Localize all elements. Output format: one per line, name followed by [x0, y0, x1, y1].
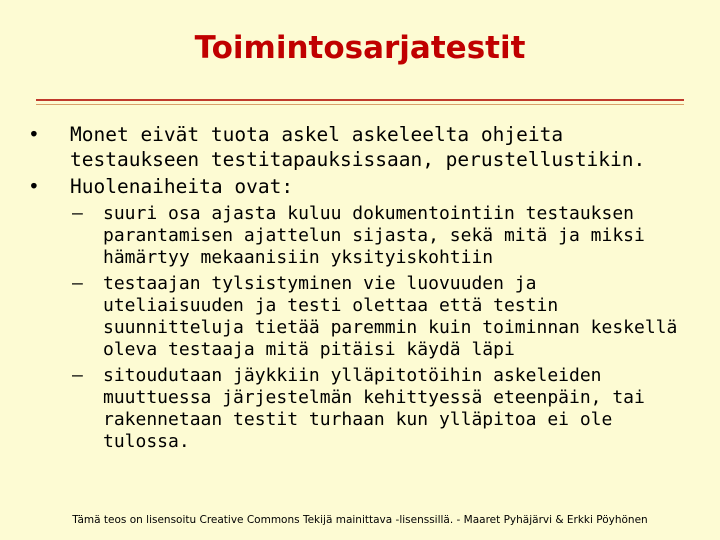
- bullet-item: [28, 122, 688, 172]
- sub-bullet-text: suuri osa ajasta kuluu dokumentointiin testauksen parantamisen ajattelun sijasta, sekä mitä ja miksi hämärtyy mekaanisiin yksityiskohtiin: [103, 203, 645, 268]
- dash-icon: –: [72, 273, 83, 294]
- sub-bullet-list: [28, 203, 688, 453]
- slide-body: [28, 122, 688, 457]
- sub-bullet-item: [28, 365, 688, 453]
- bullet-icon: •: [28, 123, 40, 146]
- sub-bullet-text: sitoudutaan jäykkiin ylläpitotöihin askeleiden muuttuessa järjestelmän kehittyessä eteenpäin, tai rakennetaan testit turhaan kun ylläpitoa ei ole tulossa.: [103, 365, 645, 452]
- sub-bullet-item: [28, 203, 688, 269]
- slide-title: Toimintosarjatestit: [194, 30, 526, 66]
- bullet-item: [28, 174, 688, 199]
- sub-bullet-text: testaajan tylsistyminen vie luovuuden ja uteliaisuuden ja testi olettaa että testin suunnitteluja tietää paremmin kuin toiminnan keskellä oleva testaaja mitä pitäisi käydä läpi: [103, 273, 678, 360]
- sub-bullet-item: [28, 273, 688, 361]
- bullet-text: Huolenaiheita ovat:: [70, 175, 294, 198]
- bullet-icon: •: [28, 175, 40, 198]
- dash-icon: –: [72, 365, 83, 386]
- license-footer: Tämä teos on lisensoitu Creative Commons Tekijä mainittava -lisenssillä. - Maaret Pyhäjärvi & Erkki Pöyhönen: [72, 514, 648, 526]
- bullet-text: Monet eivät tuota askel askeleelta ohjeita testaukseen testitapauksissaan, perustellustikin.: [70, 123, 646, 171]
- dash-icon: –: [72, 203, 83, 224]
- title-divider-thin: [36, 104, 684, 105]
- title-divider: [36, 99, 684, 101]
